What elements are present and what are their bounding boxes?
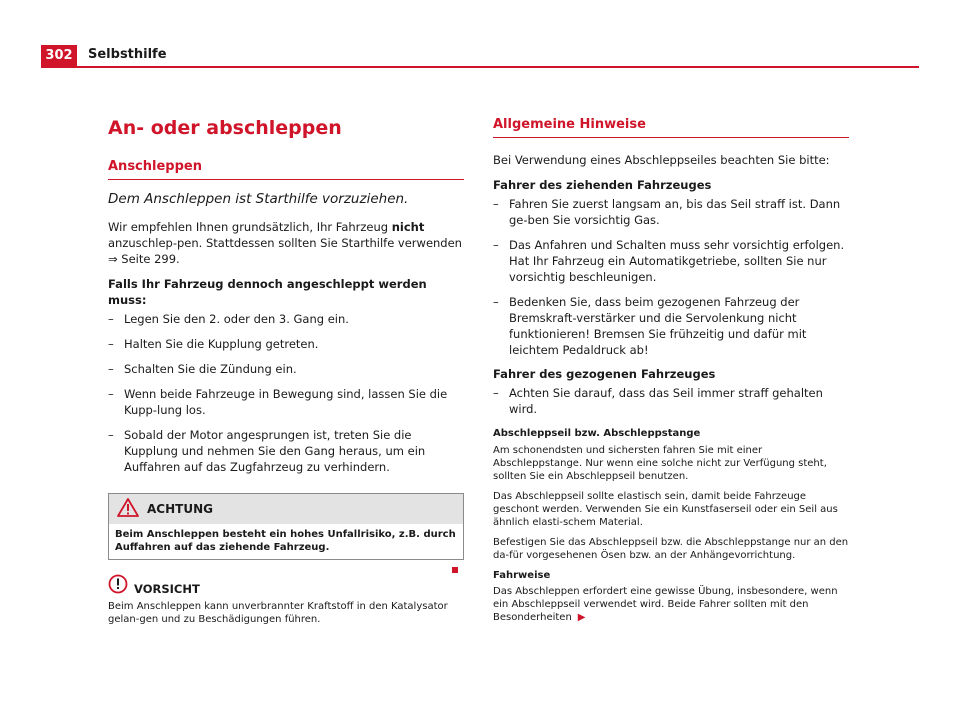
sub1-paragraph-2: Das Abschleppseil sollte elastisch sein, damit beide Fahrzeuge geschont werden. Verwenden Sie ein Kunstfaserseil oder ein Seil aus ähnlich elasti-schem Material.: [493, 491, 838, 528]
notice-text: Beim Anschleppen kann unverbrannter Kraftstoff in den Katalysator gelan-gen und zu Beschädigungen führen.: [108, 601, 448, 625]
list-item: – Schalten Sie die Zündung ein.: [108, 361, 464, 377]
list-item: – Halten Sie die Kupplung getreten.: [108, 336, 464, 352]
subtitle-anschleppen: Anschleppen: [108, 158, 464, 180]
exclamation-circle-icon: [108, 574, 128, 598]
left-column: [108, 116, 464, 626]
group1-heading: Fahrer des ziehenden Fahrzeuges: [493, 178, 712, 192]
paragraph-1-bold: nicht: [391, 220, 425, 234]
paragraph-1-part-a: Wir empfehlen Ihnen grundsätzlich, Ihr Fahrzeug: [108, 220, 392, 234]
group2-list: [493, 385, 849, 417]
right-column: [493, 116, 849, 624]
subtitle-allgemeine-hinweise: Allgemeine Hinweise: [493, 116, 849, 138]
paragraph-1: [108, 219, 464, 267]
sub2-paragraph-1: [493, 585, 849, 624]
continue-arrow-icon: ▶: [577, 612, 586, 623]
sub2-paragraph-1-text: Das Abschleppen erfordert eine gewisse Übung, insbesondere, wenn ein Abschleppseil verwendet wird. Beide Fahrer sollten mit den Besonderheiten: [493, 586, 838, 623]
warning-title: ACHTUNG: [147, 502, 213, 516]
list-item: – Achten Sie darauf, dass das Seil immer straff gehalten wird.: [493, 385, 849, 417]
list-heading: Falls Ihr Fahrzeug dennoch angeschleppt werden muss:: [108, 277, 427, 307]
page-number: 302: [41, 45, 77, 67]
list-item: – Das Anfahren und Schalten muss sehr vorsichtig erfolgen. Hat Ihr Fahrzeug ein Automatikgetriebe, sollten Sie nur vorsichtig beschleunigen.: [493, 237, 849, 285]
sub1-paragraph-1: Am schonendsten und sichersten fahren Sie mit einer Abschleppstange. Nur wenn eine solche nicht zur Verfügung steht, sollten Sie ein Abschleppseil benutzen.: [493, 445, 827, 482]
list-item: – Wenn beide Fahrzeuge in Bewegung sind, lassen Sie die Kupp-lung los.: [108, 386, 464, 418]
list-item: – Sobald der Motor angesprungen ist, treten Sie die Kupplung und nehmen Sie den Gang heraus, um ein Auffahren auf das Zugfahrzeug zu verhindern.: [108, 427, 464, 475]
section-end-marker: [452, 567, 458, 573]
group2-heading: Fahrer des gezogenen Fahrzeuges: [493, 367, 716, 381]
warning-box: [108, 493, 464, 560]
sub1-heading: Abschleppseil bzw. Abschleppstange: [493, 428, 701, 439]
notice-header: [108, 574, 464, 598]
list-item: – Bedenken Sie, dass beim gezogenen Fahrzeug der Bremskraft-verstärker und die Servolenkung nicht funktionieren! Bremsen Sie frühzeitig und dafür mit leichtem Pedaldruck ab!: [493, 294, 849, 358]
warning-header: [109, 494, 463, 524]
warning-text: Beim Anschleppen besteht ein hohes Unfallrisiko, z.B. durch Auffahren auf das ziehende Fahrzeug.: [115, 529, 456, 553]
list-item: – Fahren Sie zuerst langsam an, bis das Seil straff ist. Dann ge-ben Sie vorsichtig Gas.: [493, 196, 849, 228]
header-rule: [41, 66, 919, 68]
page-title: An- oder abschleppen: [108, 117, 342, 139]
warning-triangle-icon: [117, 498, 139, 521]
sub2-heading: Fahrweise: [493, 570, 551, 581]
sub1-paragraph-3: Befestigen Sie das Abschleppseil bzw. die Abschleppstange nur an den da-für vorgesehenen Ösen bzw. an der Anhängevorrichtung.: [493, 537, 849, 561]
steps-list: [108, 311, 464, 475]
right-intro: Bei Verwendung eines Abschleppseiles beachten Sie bitte:: [493, 153, 830, 167]
list-item: – Legen Sie den 2. oder den 3. Gang ein.: [108, 311, 464, 327]
intro-text: Dem Anschleppen ist Starthilfe vorzuziehen.: [108, 191, 409, 207]
section-title: Selbsthilfe: [88, 47, 167, 62]
paragraph-1-part-b: anzuschlep-pen. Stattdessen sollten Sie Starthilfe verwenden ⇒ Seite 299.: [108, 236, 462, 266]
group1-list: [493, 196, 849, 358]
notice-title: VORSICHT: [134, 582, 200, 596]
